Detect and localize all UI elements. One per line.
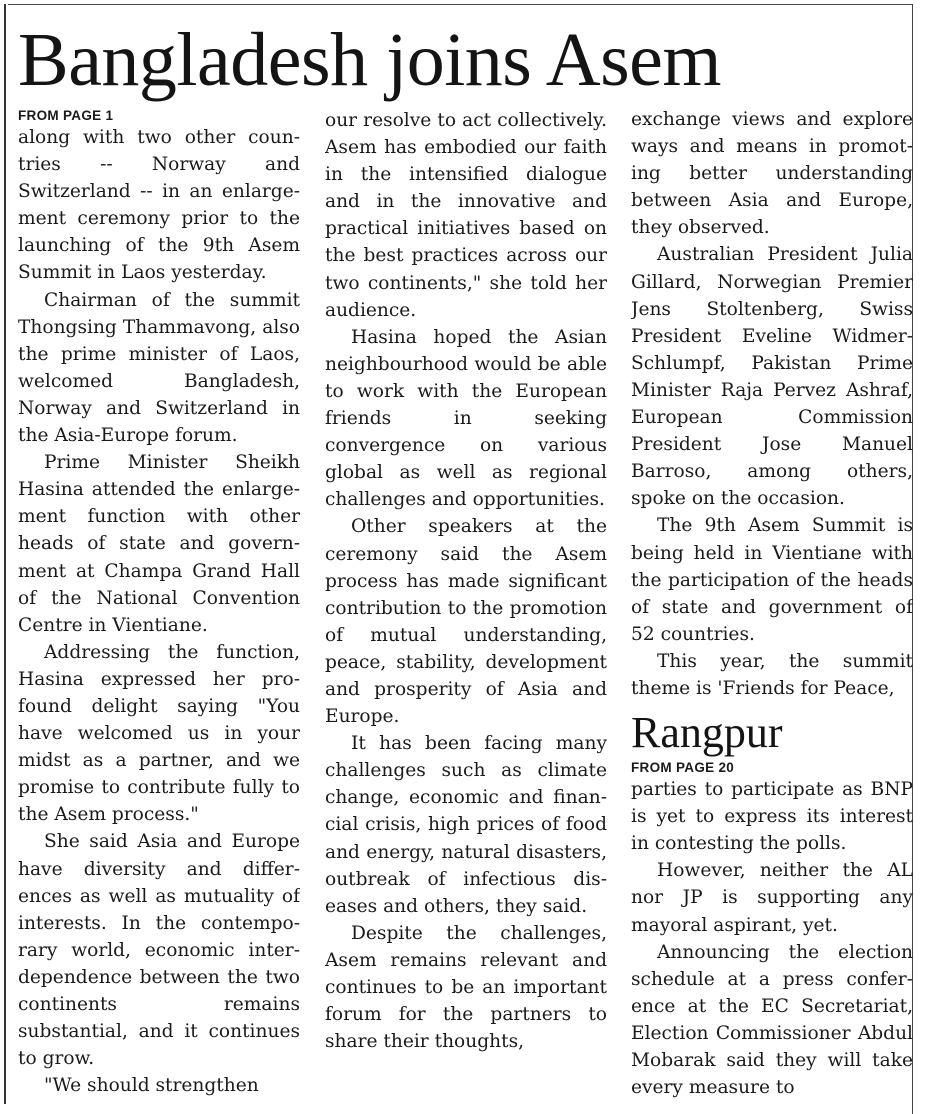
- paragraph: Addressing the function, Hasina expressed her profound delight saying "You have welcomed us in your midst as a partner, and we promise to contribute fully to the Asem process.": [18, 641, 300, 826]
- paragraph: Australian President Julia Gillard, Norwegian Premier Jens Stoltenberg, Swiss President Eveline Widmer-Schlumpf, Pakistan Prime Minister Raja Pervez Ashraf, European Commission President Jose Manuel Barroso, among others, spoke on the occasion.: [631, 244, 913, 510]
- article-column-3: [631, 106, 913, 1114]
- paragraph: our resolve to act collectively. Asem has embodied our faith in the intensified dialogue and in the innovative and practical initiatives based on the best practices across our two continents," she told her audience.: [325, 110, 607, 321]
- paragraph: "We should strengthen: [44, 1075, 259, 1097]
- paragraph: Despite the challenges, Asem remains relevant and continues to be an important forum for the partners to share their thoughts,: [325, 922, 607, 1053]
- paragraph: The 9th Asem Summit is being held in Vientiane with the participation of the heads of state and government of 52 countries.: [631, 515, 913, 645]
- paragraph: along with two other countries -- Norway and Switzerland -- in an enlargement ceremony prior to the launching of the 9th Asem Summit in Laos yesterday.: [18, 127, 300, 284]
- paragraph: She said Asia and Europe have diversity and differences as well as mutuality of interests. In the contemporary world, economic interdependence between the two continents remains substantial, and it continues to grow.: [18, 831, 300, 1070]
- article-column-1: [18, 106, 300, 1114]
- paragraph: Prime Minister Sheikh Hasina attended the enlargement function with other heads of state and government at Champa Grand Hall of the National Convention Centre in Vientiane.: [18, 452, 300, 636]
- paragraph: Chairman of the summit Thongsing Thammavong, also the prime minister of Laos, welcomed Bangladesh, Norway and Switzerland in the Asia-Europe forum.: [18, 289, 300, 447]
- paragraph: This year, the summit theme is 'Friends for Peace,: [631, 650, 913, 699]
- top-rule: [8, 4, 913, 5]
- paragraph: exchange views and explore ways and means in promoting better understanding between Asia and Europe, they observed.: [631, 109, 913, 239]
- paragraph: parties to participate as BNP is yet to express its interest in contesting the polls.: [631, 779, 913, 855]
- rangpur-headline: Rangpur: [631, 708, 783, 758]
- paragraph: Other speakers at the ceremony said the Asem process has made significant contribution to the promotion of mutual understanding, peace, stability, development and prosperity of Asia and Europe.: [325, 516, 607, 728]
- left-column-rule: [4, 4, 6, 1104]
- headline: Bangladesh joins Asem: [18, 18, 722, 102]
- article-column-2: [325, 106, 607, 1114]
- continuation-label: FROM PAGE 1: [18, 108, 114, 123]
- paragraph: Hasina hoped the Asian neighbourhood would be able to work with the European friends in seeking convergence on various global as well as regional challenges and opportunities.: [325, 326, 607, 511]
- paragraph: Announcing the election schedule at a press conference at the EC Secretariat, Election Commissioner Abdul Mobarak said they will take every measure to: [631, 941, 913, 1099]
- paragraph: It has been facing many challenges such as climate change, economic and financial crisis, high prices of food and energy, natural disasters, outbreak of infectious diseases and others, they said.: [325, 733, 607, 917]
- paragraph: However, neither the AL nor JP is supporting any mayoral aspirant, yet.: [631, 860, 913, 936]
- continuation-label: FROM PAGE 20: [631, 760, 735, 776]
